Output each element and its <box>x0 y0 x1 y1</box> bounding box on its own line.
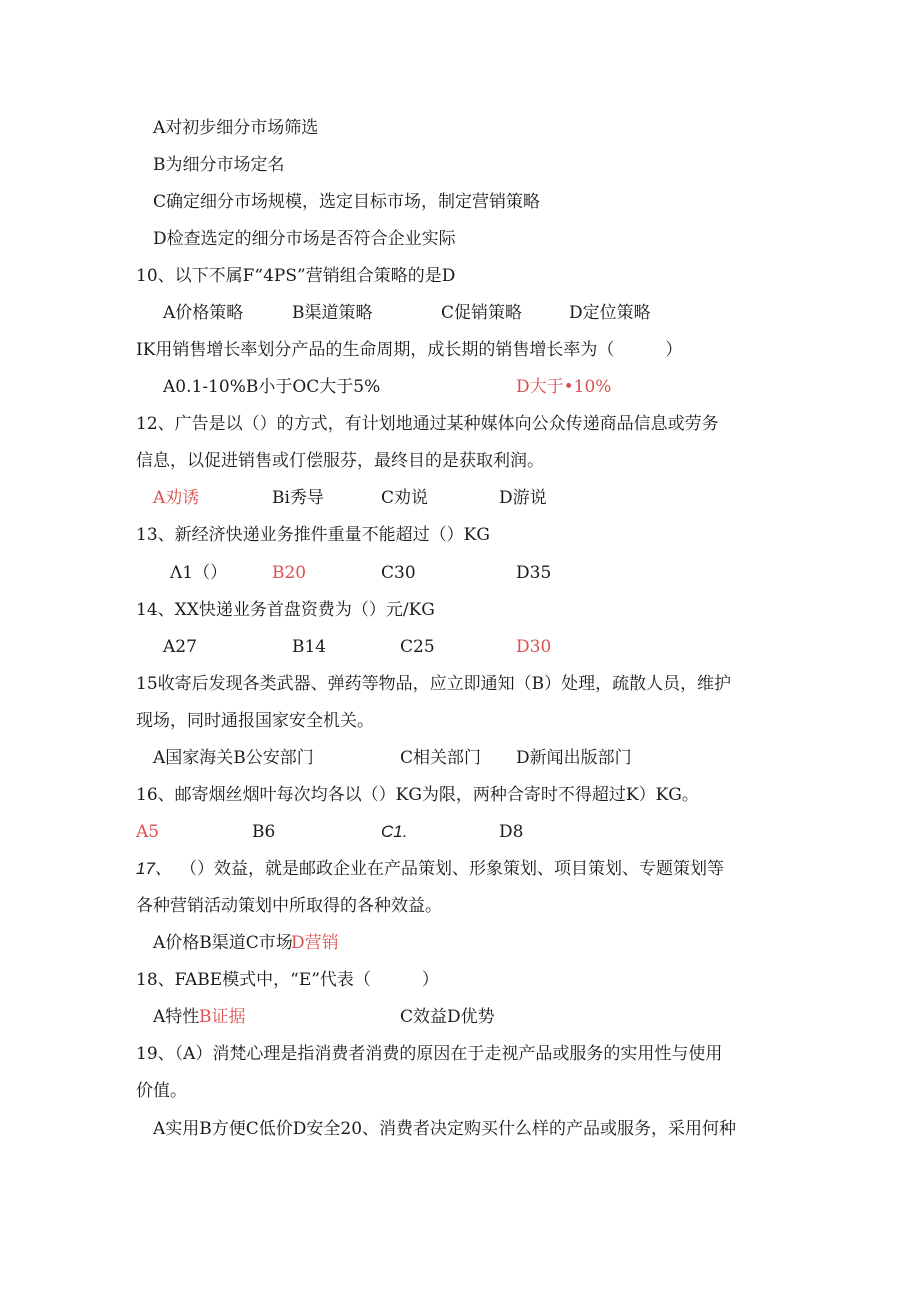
question-19-line-1: 19、（A）消梵心理是指消费者消费的原因在于走视产品或服务的实用性与使用 <box>136 1044 723 1064</box>
q12-option-b: Bi秀导 <box>272 488 324 508</box>
q13-option-b: B20 <box>272 563 307 583</box>
q18-option-b: B证据 <box>199 1007 246 1027</box>
q14-option-b: B14 <box>292 637 327 657</box>
q15-option-d: D新闻出版部门 <box>516 748 632 768</box>
question-14: 14、XX快递业务首盘资费为（）元/KG <box>136 600 435 620</box>
q13-option-a: Λ1（） <box>170 563 228 583</box>
question-12-line-2: 信息，以促进销售或仃偿服芬，最终目的是获取利润。 <box>136 451 544 471</box>
question-12-line-1: 12、广告是以（）的方式，有计划地通过某种媒体向公众传递商品信息或劳务 <box>136 414 719 434</box>
q10-option-c: C促销策略 <box>441 303 523 323</box>
q16-option-d: D8 <box>499 822 524 842</box>
question-11: IK用销售增长率划分产品的生命周期，成长期的销售增长率为（ ） <box>136 340 683 360</box>
option-c-line: C确定细分市场规模，选定目标市场，制定营销策略 <box>153 192 541 212</box>
question-15-line-1: 15收寄后发现各类武器、弹药等物品，应立即通知（B）处理，疏散人员，维护 <box>136 674 732 694</box>
q14-option-a: A27 <box>163 637 197 657</box>
question-17-number: 17、 <box>136 859 172 878</box>
q13-option-c: C30 <box>381 563 416 583</box>
q12-option-c: C劝说 <box>381 488 429 508</box>
q10-option-d: D定位策略 <box>569 303 651 323</box>
question-16: 16、邮寄烟丝烟叶每次均各以（）KG为限，两种合寄时不得超过K）KG。 <box>136 785 699 805</box>
question-15-line-2: 现场，同时通报国家安全机关。 <box>136 711 374 731</box>
option-b-line: B为细分市场定名 <box>153 155 285 175</box>
option-a-line: A对初步细分市场筛选 <box>153 118 319 138</box>
question-19-line-2: 价值。 <box>136 1081 187 1101</box>
q12-option-d: D游说 <box>499 488 547 508</box>
question-13: 13、新经济快递业务推件重量不能超过（）KG <box>136 525 490 545</box>
q15-option-c: C相关部门 <box>400 748 482 768</box>
question-10: 10、以下不属F“4PS”营销组合策略的是D <box>136 266 456 286</box>
q16-option-b: B6 <box>252 822 276 842</box>
question-17-line-2: 各种营销活动策划中所取得的各种效益。 <box>136 896 442 916</box>
q16-option-a: A5 <box>136 822 160 842</box>
q19-options-and-question-20: A实用B方便C低价D安全20、消费者决定购买什么样的产品或服务，采用何种 <box>153 1119 737 1139</box>
q18-option-a: A特性 <box>153 1007 200 1027</box>
q18-options-cd: C效益D优势 <box>400 1007 495 1027</box>
question-18: 18、FABE模式中，“E”代表（ ） <box>136 970 439 990</box>
q15-options-ab: A国家海关B公安部门 <box>153 748 314 768</box>
q10-option-a: A价格策略 <box>163 303 244 323</box>
question-17-line-1: （）效益，就是邮政企业在产品策划、形象策划、项目策划、专题策划等 <box>180 859 724 879</box>
q10-option-b: B渠道策略 <box>292 303 373 323</box>
q11-options-abc: A0.1-10%B小于OC大于5% <box>163 377 381 397</box>
q13-option-d: D35 <box>516 563 552 583</box>
q17-options-abc: A价格B渠道C市场 <box>153 933 293 953</box>
q14-option-d: D30 <box>516 637 552 657</box>
q14-option-c: C25 <box>400 637 435 657</box>
q11-option-d: D大于•10% <box>516 377 612 397</box>
q12-option-a: A劝诱 <box>153 488 200 508</box>
q16-option-c: C1. <box>381 822 408 841</box>
option-d-line: D检查选定的细分市场是否符合企业实际 <box>153 229 456 249</box>
q17-option-d: D营销 <box>291 933 339 953</box>
